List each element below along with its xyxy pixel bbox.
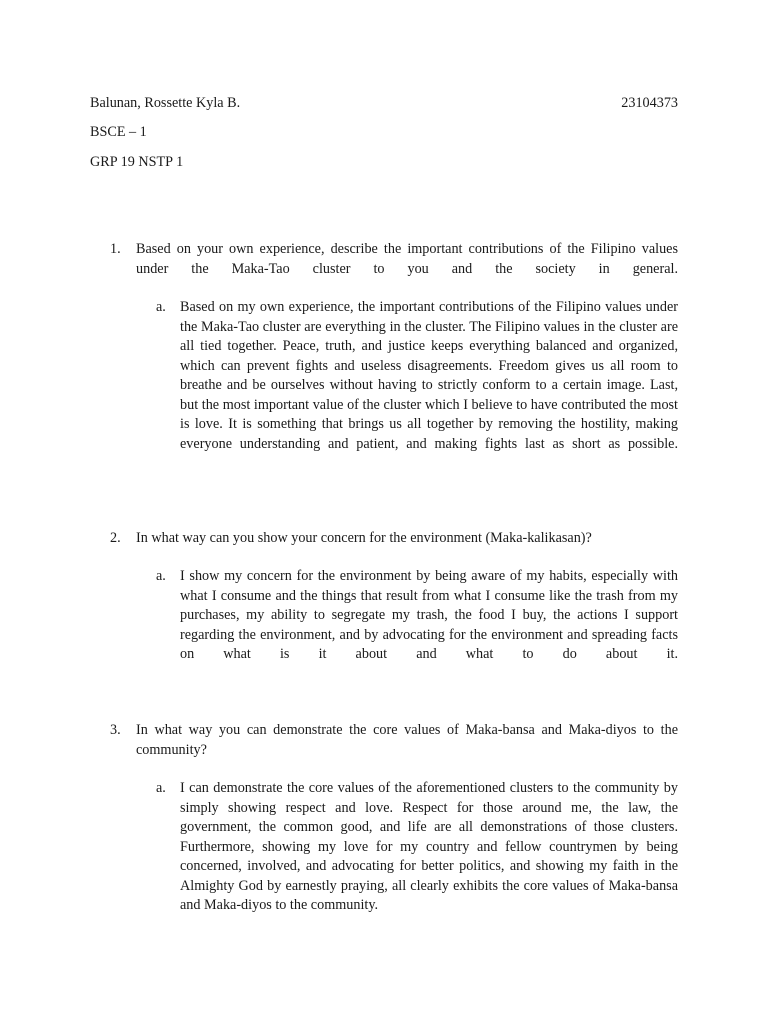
question-3 bbox=[110, 721, 678, 760]
question-text: In what way can you show your concern for the environment (Maka-kalikasan)? bbox=[136, 530, 592, 546]
answer-1 bbox=[156, 298, 678, 454]
answer-text: Based on my own experience, the important contributions of the Filipino values under the Maka-Tao cluster are everything in the cluster. The Filipino values in the cluster are all tied together. Peace, truth, and justice keeps everything balanced and organized, which can prevent fights and useless disagreements. Freedom gives us all room to breathe and be ourselves without having to strictly conform to a certain image. Last, but the most important value of the cluster which I believe to have contributed the most is love. It is something that brings us all together by removing the hostility, making everyone understanding and patient, and making fights last as short as possible. bbox=[180, 299, 678, 452]
question-number: 2. bbox=[110, 530, 121, 546]
student-name: Balunan, Rossette Kyla B. bbox=[90, 95, 241, 111]
header-name-row bbox=[90, 93, 678, 113]
group-label: GRP 19 NSTP 1 bbox=[90, 154, 184, 170]
answer-text: I show my concern for the environment by being aware of my habits, especially with what I consume and the things that result from what I consume like the trash from my purchases, my ability to segregate my trash, the food I buy, the actions I support regarding the environment, and by advocating for the environment and spreading facts on what is it about and what to do about it. bbox=[180, 568, 678, 662]
question-2 bbox=[110, 529, 678, 549]
course-label: BSCE – 1 bbox=[90, 124, 147, 140]
answer-letter: a. bbox=[156, 299, 166, 315]
question-1 bbox=[110, 240, 678, 279]
answer-2 bbox=[156, 567, 678, 665]
answer-text: I can demonstrate the core values of the aforementioned clusters to the community by simply showing respect and love. Respect for those around me, the law, the government, the common good, and life are all demonstrations of those clusters. Furthermore, showing my love for my country and fellow countrymen by being concerned, involved, and advocating for better politics, and showing my faith in the Almighty God by earnestly praying, all clearly exhibits the core values of Maka-bansa and Maka-diyos to the community. bbox=[180, 780, 678, 913]
question-number: 1. bbox=[110, 241, 121, 257]
question-number: 3. bbox=[110, 722, 121, 738]
answer-letter: a. bbox=[156, 780, 166, 796]
header-course-row bbox=[90, 122, 678, 142]
question-text: Based on your own experience, describe the important contributions of the Filipino values under the Maka-Tao cluster to you and the society in general. bbox=[136, 241, 678, 277]
question-text: In what way you can demonstrate the core values of Maka-bansa and Maka-diyos to the community? bbox=[136, 722, 678, 758]
answer-letter: a. bbox=[156, 568, 166, 584]
header-group-row bbox=[90, 152, 678, 172]
student-id: 23104373 bbox=[621, 95, 678, 111]
answer-3 bbox=[156, 779, 678, 916]
